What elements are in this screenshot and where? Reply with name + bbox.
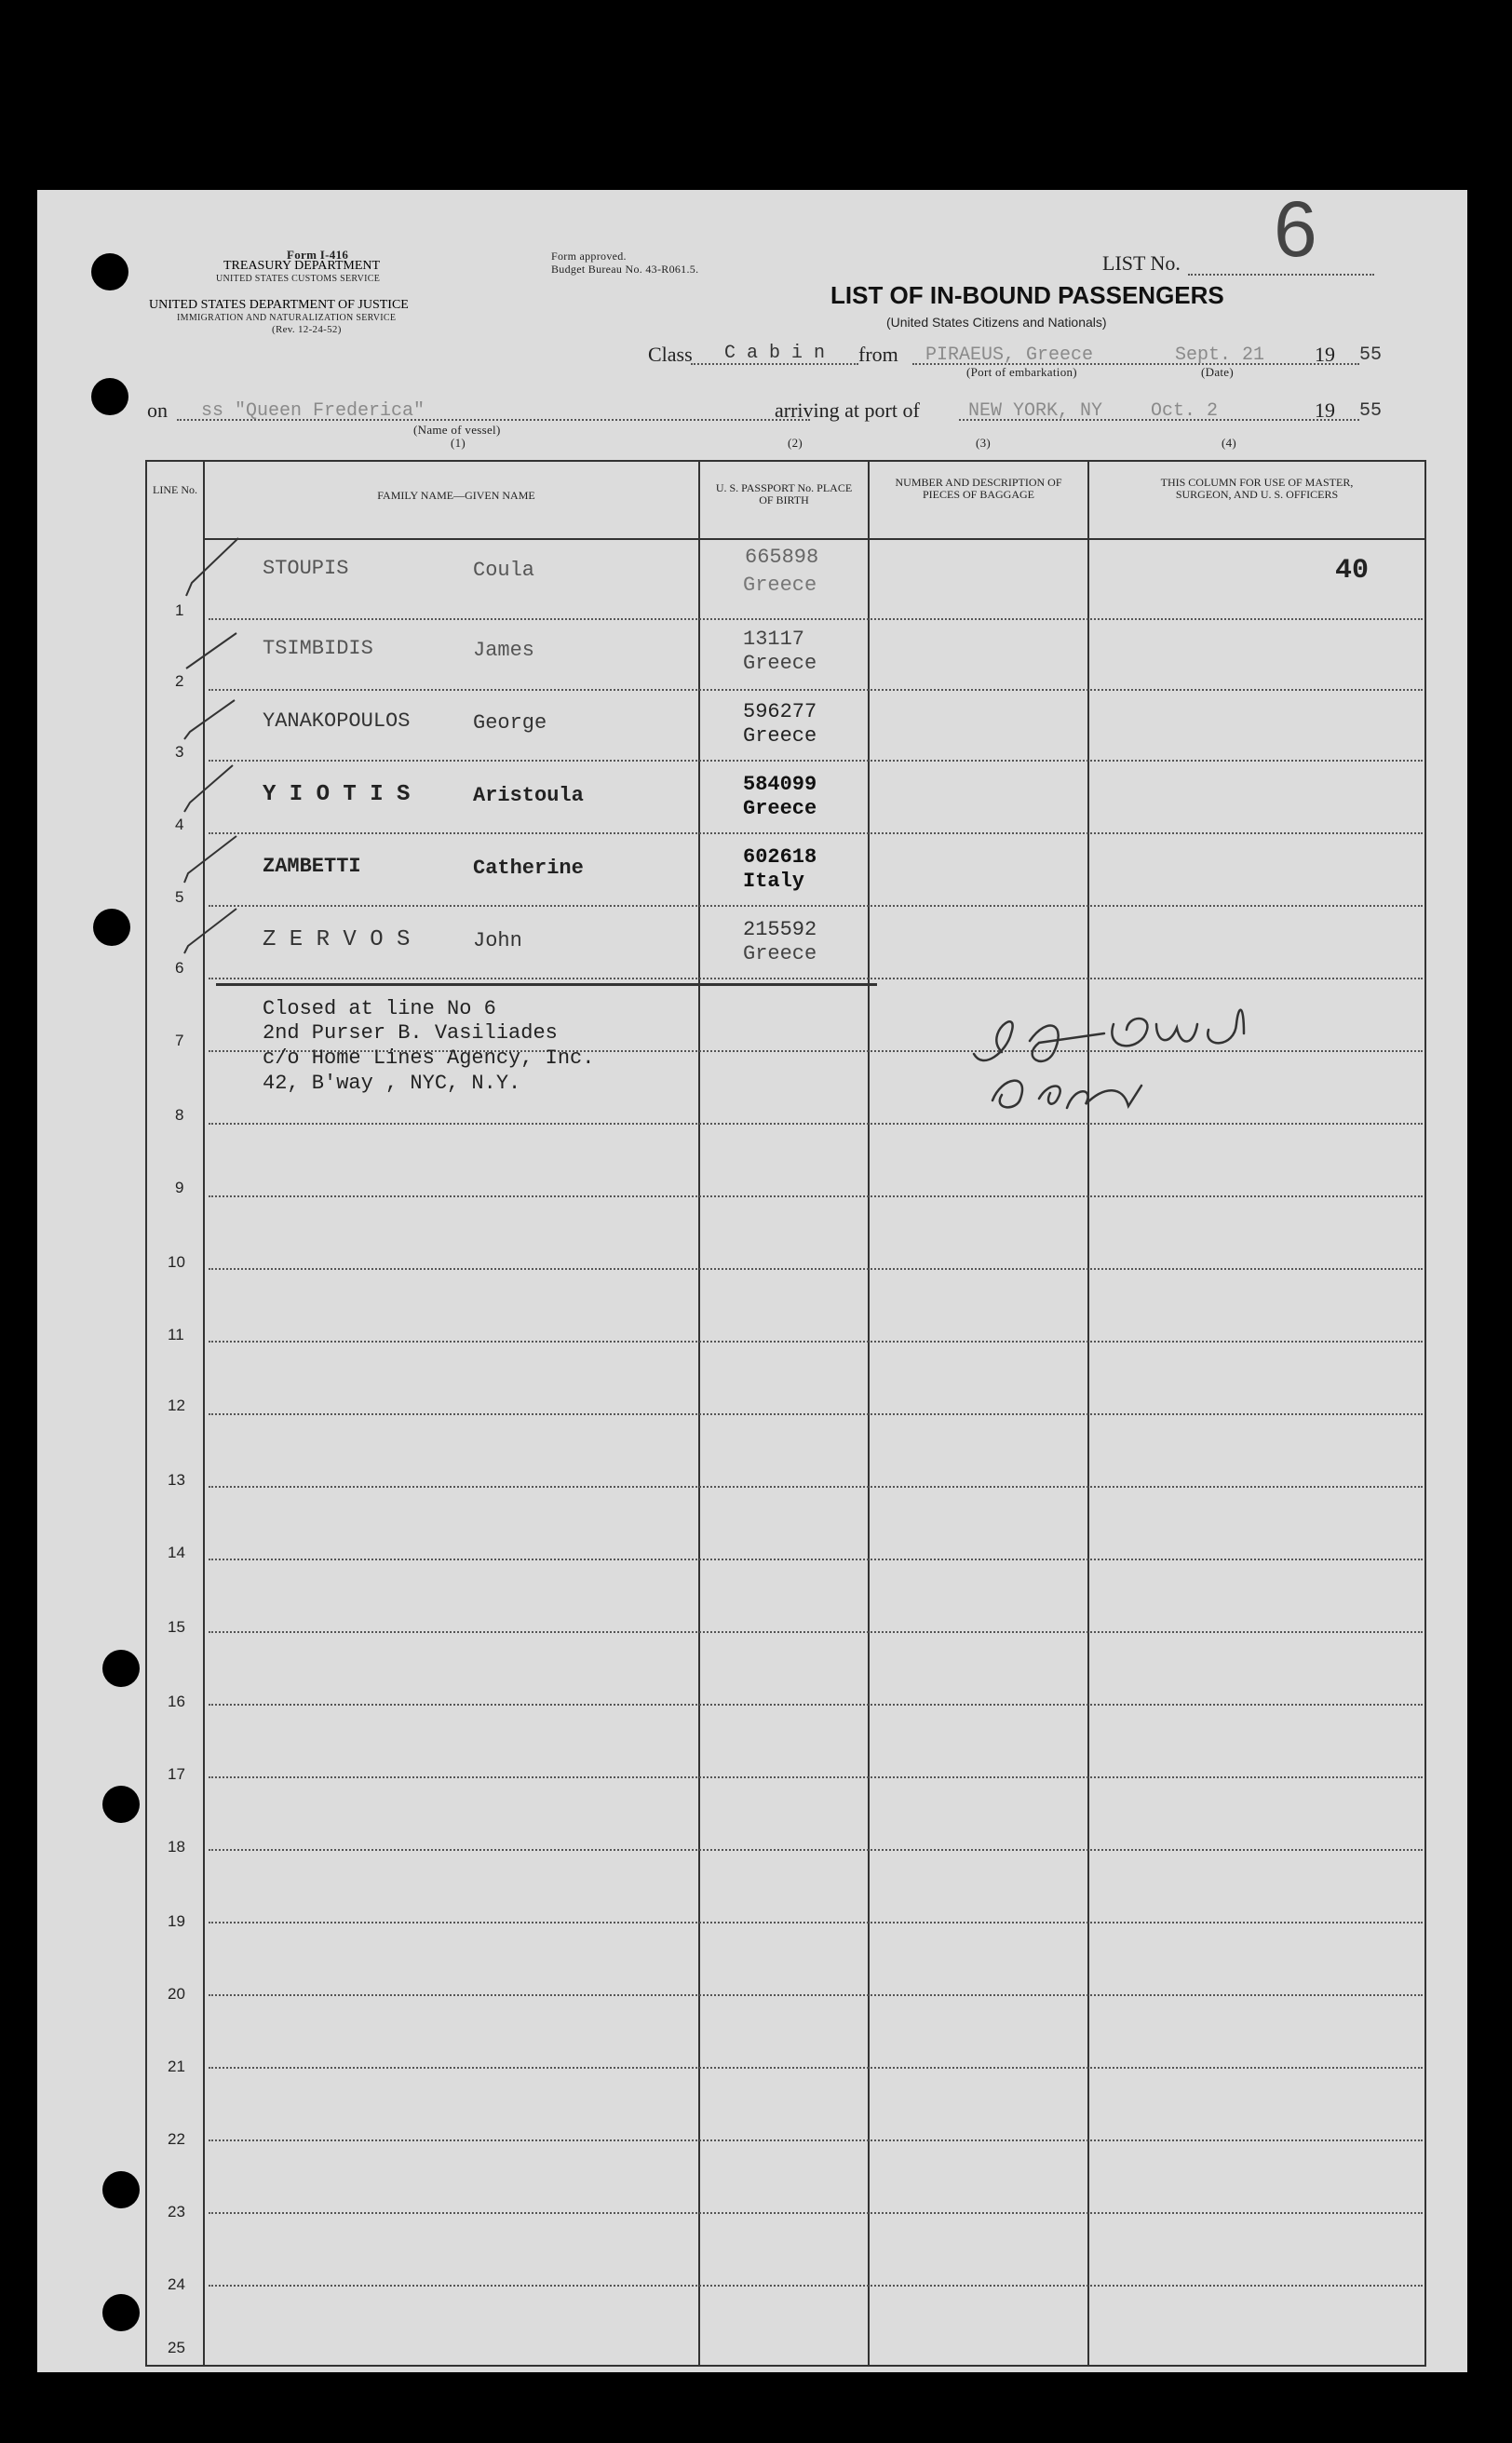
vessel-name: ss "Queen Frederica" xyxy=(201,400,425,422)
line-number: 16 xyxy=(168,1693,185,1710)
row-separator xyxy=(209,978,1423,979)
col-header-officers: THIS COLUMN FOR USE OF MASTER, SURGEON, AND U. S. OFFICERS xyxy=(1160,476,1354,501)
binder-hole xyxy=(91,378,128,415)
page-title: LIST OF IN-BOUND PASSENGERS xyxy=(830,281,1224,309)
binder-hole xyxy=(102,2171,140,2208)
ins-label: IMMIGRATION AND NATURALIZATION SERVICE xyxy=(177,313,397,323)
row-separator xyxy=(209,2212,1423,2214)
year-from: 55 xyxy=(1359,344,1383,366)
class-value: C a b i n xyxy=(724,343,826,364)
passenger-family-name: STOUPIS xyxy=(263,557,349,580)
row-separator xyxy=(209,2139,1423,2141)
closing-line-2: 2nd Purser B. Vasiliades xyxy=(263,1021,558,1045)
manifest-page xyxy=(37,185,1467,2372)
passenger-family-name: YANAKOPOULOS xyxy=(263,709,411,733)
form-approved: Form approved. xyxy=(551,250,627,263)
birth-place: Greece xyxy=(743,574,817,597)
list-label: LIST No. xyxy=(1102,251,1181,275)
line-number: 22 xyxy=(168,2130,185,2148)
passenger-family-name: ZAMBETTI xyxy=(263,855,361,878)
row-separator xyxy=(209,1922,1423,1923)
row-separator xyxy=(209,1776,1423,1778)
row-separator xyxy=(209,618,1423,620)
row-separator xyxy=(209,1849,1423,1851)
line-number: 13 xyxy=(168,1471,185,1489)
birth-place: Greece xyxy=(743,724,817,748)
passenger-given-name: Coula xyxy=(473,559,535,582)
row-separator xyxy=(209,1631,1423,1633)
line-number: 6 xyxy=(175,959,184,977)
row-separator xyxy=(209,2067,1423,2069)
binder-hole xyxy=(102,1650,140,1687)
passenger-given-name: John xyxy=(473,929,522,952)
passenger-given-name: Aristoula xyxy=(473,784,584,807)
check-marks xyxy=(177,516,251,981)
line-number: 8 xyxy=(175,1106,184,1124)
class-label: Class xyxy=(648,343,693,366)
line-number: 12 xyxy=(168,1397,185,1414)
justice-label: UNITED STATES DEPARTMENT OF JUSTICE xyxy=(149,298,409,312)
year-prefix-arrival: 19 xyxy=(1315,398,1335,422)
line-number: 7 xyxy=(175,1032,184,1049)
embarkation-port: PIRAEUS, Greece xyxy=(925,344,1094,366)
row-separator xyxy=(209,1341,1423,1343)
customs-label: UNITED STATES CUSTOMS SERVICE xyxy=(216,274,381,284)
col-header-baggage: NUMBER AND DESCRIPTION OF PIECES OF BAGGAGE xyxy=(895,476,1062,501)
binder-hole xyxy=(93,909,130,946)
passport-number: 596277 xyxy=(743,700,817,723)
embarkation-caption: (Port of embarkation) xyxy=(966,365,1077,379)
closing-line-3: c/o Home Lines Agency, Inc. xyxy=(263,1046,595,1070)
row-separator xyxy=(209,1704,1423,1706)
line-number: 19 xyxy=(168,1912,185,1930)
col-header-passport: U. S. PASSPORT No. PLACE OF BIRTH xyxy=(715,481,853,506)
line-number: 23 xyxy=(168,2203,185,2220)
row-separator xyxy=(209,1559,1423,1560)
date-caption: (Date) xyxy=(1201,365,1234,379)
on-label: on xyxy=(147,398,168,422)
passenger-family-name: Y I O T I S xyxy=(263,782,411,807)
officer-note: 40 xyxy=(1335,555,1370,587)
arriving-label: arriving at port of xyxy=(775,398,920,422)
line-number: 14 xyxy=(168,1544,185,1561)
line-number: 2 xyxy=(175,672,184,690)
passenger-family-name: TSIMBIDIS xyxy=(263,637,373,660)
officer-signature xyxy=(965,996,1356,1127)
passenger-given-name: George xyxy=(473,711,547,735)
closing-line-4: 42, B'way , NYC, N.Y. xyxy=(263,1072,521,1095)
row-separator xyxy=(209,1268,1423,1270)
baggage-col-num: (3) xyxy=(976,436,992,450)
passport-number: 215592 xyxy=(743,918,817,941)
col-header-line: LINE No. xyxy=(153,483,197,496)
birth-place: Italy xyxy=(743,870,805,893)
row-separator xyxy=(209,2285,1423,2287)
row-separator xyxy=(209,760,1423,762)
revision-label: (Rev. 12-24-52) xyxy=(272,324,342,335)
row-separator xyxy=(209,1486,1423,1488)
line-number: 25 xyxy=(168,2339,185,2356)
col-header-name: FAMILY NAME—GIVEN NAME xyxy=(377,489,535,502)
row-separator xyxy=(209,832,1423,834)
line-number: 24 xyxy=(168,2275,185,2293)
from-label: from xyxy=(858,343,898,366)
binder-hole xyxy=(102,2294,140,2331)
line-number: 18 xyxy=(168,1838,185,1856)
officers-col-num: (4) xyxy=(1222,436,1237,450)
birth-place: Greece xyxy=(743,652,817,675)
row-separator xyxy=(209,905,1423,907)
binder-hole xyxy=(91,253,128,290)
line-number: 5 xyxy=(175,888,184,906)
row-separator xyxy=(209,1413,1423,1415)
line-number: 9 xyxy=(175,1179,184,1196)
line-number: 10 xyxy=(168,1253,185,1271)
embarkation-date: Sept. 21 xyxy=(1175,344,1265,366)
arrival-port: NEW YORK, NY xyxy=(968,400,1103,422)
vessel-caption: (Name of vessel) xyxy=(413,423,501,437)
budget-bureau: Budget Bureau No. 43-R061.5. xyxy=(551,263,699,276)
closing-line-1: Closed at line No 6 xyxy=(263,997,496,1020)
passport-number: 13117 xyxy=(743,628,805,651)
birth-place: Greece xyxy=(743,797,817,820)
list-number: 6 xyxy=(1274,185,1317,273)
line-number: 15 xyxy=(168,1618,185,1636)
page-subtitle: (United States Citizens and Nationals) xyxy=(886,315,1107,330)
row-separator xyxy=(209,689,1423,691)
line-number: 20 xyxy=(168,1985,185,2003)
passport-col-num: (2) xyxy=(788,436,803,450)
passport-number: 584099 xyxy=(743,773,817,796)
arrival-date: Oct. 2 xyxy=(1151,400,1219,422)
line-number: 11 xyxy=(168,1326,184,1343)
treasury-label: TREASURY DEPARTMENT xyxy=(223,259,381,273)
vessel-col-num: (1) xyxy=(451,436,466,450)
binder-hole xyxy=(102,1786,140,1823)
row-separator xyxy=(209,1195,1423,1197)
year-arrival: 55 xyxy=(1359,400,1383,422)
passenger-given-name: Catherine xyxy=(473,857,584,880)
line-number: 3 xyxy=(175,743,184,761)
passenger-given-name: James xyxy=(473,639,535,662)
passenger-family-name: Z E R V O S xyxy=(263,927,411,952)
form-number: Form I-416 xyxy=(287,248,349,262)
line-number: 21 xyxy=(168,2058,185,2075)
birth-place: Greece xyxy=(743,942,817,965)
passport-number: 665898 xyxy=(745,546,819,569)
line-number: 1 xyxy=(175,601,184,619)
year-prefix-from: 19 xyxy=(1315,343,1335,366)
line-number: 17 xyxy=(168,1765,185,1783)
row-separator xyxy=(209,1994,1423,1996)
passport-number: 602618 xyxy=(743,845,817,869)
line-number: 4 xyxy=(175,816,184,833)
